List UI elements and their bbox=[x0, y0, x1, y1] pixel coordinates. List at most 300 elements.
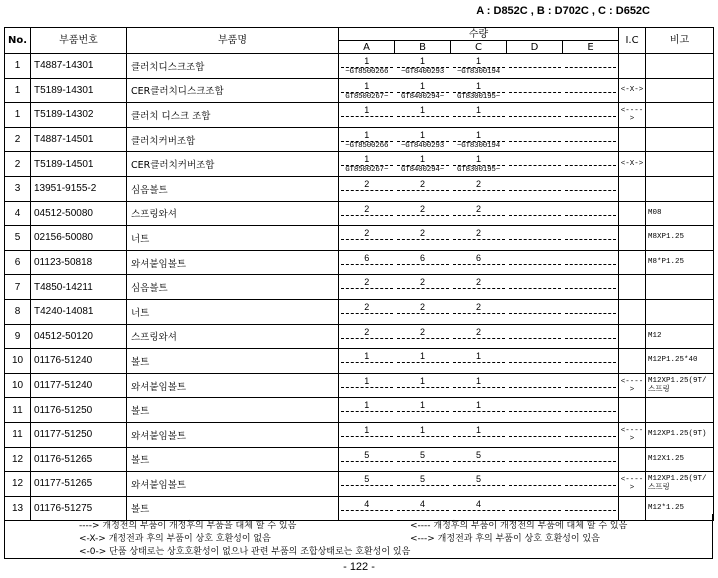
qty-value: 5 bbox=[475, 449, 481, 460]
qty-cell bbox=[451, 103, 507, 128]
qty-cell bbox=[507, 349, 563, 374]
qty-cell bbox=[507, 250, 563, 275]
qty-value: 1 bbox=[419, 56, 425, 66]
part-number: 01176-51250 bbox=[31, 398, 127, 423]
qty-cell bbox=[563, 398, 619, 423]
qty-cell bbox=[395, 250, 451, 275]
row-number: 1 bbox=[5, 54, 31, 79]
qty-value: 1 bbox=[419, 424, 425, 435]
table-row bbox=[5, 78, 714, 103]
interchangeability-code bbox=[619, 176, 646, 201]
qty-value: 1 bbox=[419, 400, 425, 411]
qty-cell bbox=[339, 422, 395, 447]
qty-value: 2 bbox=[475, 326, 481, 337]
qty-value: 1 bbox=[419, 351, 425, 362]
qty-cell bbox=[507, 373, 563, 398]
part-number: 01176-51240 bbox=[31, 349, 127, 374]
part-name: 와셔붙임볼트 bbox=[127, 472, 339, 497]
qty-cell bbox=[451, 422, 507, 447]
qty-dash-line bbox=[565, 362, 617, 363]
row-number: 10 bbox=[5, 373, 31, 398]
qty-cell bbox=[507, 299, 563, 324]
qty-cell bbox=[339, 472, 395, 497]
row-number: 12 bbox=[5, 472, 31, 497]
qty-dash-line bbox=[565, 264, 617, 265]
qty-cell bbox=[563, 275, 619, 300]
qty-value: 5 bbox=[419, 449, 425, 460]
qty-value: 5 bbox=[364, 449, 370, 460]
part-number: 01123-50818 bbox=[31, 250, 127, 275]
qty-cell bbox=[339, 127, 395, 152]
part-name: 와셔붙임볼트 bbox=[127, 422, 339, 447]
qty-dash-line bbox=[397, 461, 449, 462]
header-no: No. bbox=[5, 28, 31, 54]
qty-dash-line bbox=[565, 485, 617, 486]
part-number: T5189-14302 bbox=[31, 103, 127, 128]
qty-dash-line bbox=[397, 485, 449, 486]
qty-cell bbox=[451, 250, 507, 275]
row-number: 11 bbox=[5, 398, 31, 423]
legend-backward: <---- 개정후의 부품이 개정전의 부품에 대체 할 수 있음 bbox=[410, 521, 628, 531]
table-row bbox=[5, 373, 714, 398]
qty-dash-line bbox=[397, 264, 449, 265]
qty-dash-line bbox=[341, 313, 393, 314]
remarks bbox=[646, 152, 714, 177]
part-name: 스프링와셔 bbox=[127, 201, 339, 226]
remarks bbox=[646, 176, 714, 201]
qty-cell bbox=[339, 398, 395, 423]
qty-cell bbox=[507, 226, 563, 251]
qty-value: 1 bbox=[475, 105, 481, 116]
part-number: 02156-50080 bbox=[31, 226, 127, 251]
part-name: CER클러치커버조합 bbox=[127, 152, 339, 177]
qty-dash-line bbox=[509, 264, 561, 265]
table-row bbox=[5, 103, 714, 128]
qty-cell bbox=[563, 226, 619, 251]
qty-cell bbox=[563, 152, 619, 177]
qty-dash-line bbox=[509, 215, 561, 216]
row-number: 12 bbox=[5, 447, 31, 472]
qty-cell bbox=[507, 127, 563, 152]
qty-value: 2 bbox=[364, 326, 370, 337]
serial-range: GT8300195~ bbox=[456, 92, 500, 101]
qty-value: 2 bbox=[419, 277, 425, 288]
qty-cell bbox=[451, 299, 507, 324]
qty-cell bbox=[395, 127, 451, 152]
qty-cell bbox=[339, 103, 395, 128]
qty-value: 1 bbox=[475, 80, 481, 91]
legend-box bbox=[4, 514, 713, 559]
qty-cell bbox=[563, 447, 619, 472]
qty-cell bbox=[339, 176, 395, 201]
serial-range: ~GT8300194 bbox=[456, 141, 500, 150]
qty-value: 1 bbox=[419, 80, 425, 91]
qty-cell bbox=[563, 176, 619, 201]
remarks bbox=[646, 127, 714, 152]
qty-value: 1 bbox=[475, 375, 481, 386]
remarks bbox=[646, 299, 714, 324]
qty-cell bbox=[563, 299, 619, 324]
qty-cell bbox=[507, 398, 563, 423]
qty-cell bbox=[563, 472, 619, 497]
qty-cell bbox=[451, 349, 507, 374]
part-name: 심음볼트 bbox=[127, 275, 339, 300]
remarks bbox=[646, 54, 714, 79]
qty-value: 1 bbox=[364, 400, 370, 411]
qty-cell bbox=[395, 78, 451, 103]
part-number: T5189-14301 bbox=[31, 78, 127, 103]
row-number: 1 bbox=[5, 103, 31, 128]
qty-dash-line bbox=[397, 215, 449, 216]
qty-cell bbox=[395, 152, 451, 177]
qty-value: 2 bbox=[419, 301, 425, 312]
qty-dash-line bbox=[397, 436, 449, 437]
qty-value: 2 bbox=[364, 277, 370, 288]
qty-dash-line bbox=[341, 510, 393, 511]
qty-cell bbox=[339, 349, 395, 374]
qty-value: 1 bbox=[419, 129, 425, 140]
qty-cell bbox=[395, 299, 451, 324]
qty-dash-line bbox=[565, 461, 617, 462]
qty-dash-line bbox=[341, 239, 393, 240]
qty-cell bbox=[339, 152, 395, 177]
qty-value: 1 bbox=[364, 105, 370, 116]
table-row bbox=[5, 398, 714, 423]
qty-dash-line bbox=[565, 67, 617, 68]
header-col-c: C bbox=[451, 41, 507, 54]
qty-value: 5 bbox=[419, 474, 425, 485]
interchangeability-code bbox=[619, 324, 646, 349]
qty-cell bbox=[507, 447, 563, 472]
qty-dash-line bbox=[341, 461, 393, 462]
qty-cell bbox=[395, 324, 451, 349]
qty-cell bbox=[507, 54, 563, 79]
qty-dash-line bbox=[565, 510, 617, 511]
qty-cell bbox=[395, 398, 451, 423]
remarks bbox=[646, 398, 714, 423]
qty-dash-line bbox=[509, 116, 561, 117]
interchangeability-code bbox=[619, 349, 646, 374]
qty-value: 2 bbox=[419, 228, 425, 239]
interchangeability-code bbox=[619, 447, 646, 472]
serial-range: ~GT8400293 bbox=[400, 141, 444, 150]
row-number: 8 bbox=[5, 299, 31, 324]
qty-dash-line bbox=[509, 239, 561, 240]
row-number: 2 bbox=[5, 127, 31, 152]
interchangeability-code: <----> bbox=[619, 472, 646, 497]
interchangeability-code bbox=[619, 299, 646, 324]
qty-cell bbox=[507, 152, 563, 177]
qty-dash-line bbox=[341, 338, 393, 339]
part-number: 01176-51275 bbox=[31, 496, 127, 521]
qty-value: 1 bbox=[475, 154, 481, 165]
qty-cell bbox=[395, 226, 451, 251]
header-col-d: D bbox=[507, 41, 563, 54]
qty-dash-line bbox=[509, 165, 561, 166]
qty-value: 5 bbox=[364, 474, 370, 485]
qty-cell bbox=[507, 103, 563, 128]
part-number: T4240-14081 bbox=[31, 299, 127, 324]
part-number: T4850-14211 bbox=[31, 275, 127, 300]
remarks: M12XP1.25(9T/스프링 bbox=[646, 472, 714, 497]
qty-value: 1 bbox=[364, 80, 370, 91]
qty-cell bbox=[339, 201, 395, 226]
qty-dash-line bbox=[565, 239, 617, 240]
qty-dash-line bbox=[453, 215, 505, 216]
qty-dash-line bbox=[341, 215, 393, 216]
qty-cell bbox=[563, 103, 619, 128]
part-name: 너트 bbox=[127, 299, 339, 324]
header-part-no: 부품번호 bbox=[31, 28, 127, 54]
serial-range: GT8500267~ bbox=[345, 92, 389, 101]
table-row bbox=[5, 176, 714, 201]
part-number: 04512-50080 bbox=[31, 201, 127, 226]
row-number: 13 bbox=[5, 496, 31, 521]
qty-value: 1 bbox=[364, 375, 370, 386]
qty-cell bbox=[339, 373, 395, 398]
table-row bbox=[5, 201, 714, 226]
interchangeability-code bbox=[619, 201, 646, 226]
qty-cell bbox=[339, 250, 395, 275]
row-number: 3 bbox=[5, 176, 31, 201]
part-name: 볼트 bbox=[127, 447, 339, 472]
part-name: 너트 bbox=[127, 226, 339, 251]
qty-dash-line bbox=[565, 313, 617, 314]
qty-value: 2 bbox=[475, 277, 481, 288]
qty-cell bbox=[507, 324, 563, 349]
qty-cell bbox=[507, 78, 563, 103]
qty-cell bbox=[451, 373, 507, 398]
header-col-b: B bbox=[395, 41, 451, 54]
header-ic: I.C bbox=[619, 28, 646, 54]
qty-cell bbox=[507, 472, 563, 497]
serial-range: GT8400294~ bbox=[400, 166, 444, 175]
remarks bbox=[646, 275, 714, 300]
qty-dash-line bbox=[397, 338, 449, 339]
qty-cell bbox=[395, 472, 451, 497]
qty-dash-line bbox=[509, 67, 561, 68]
remarks bbox=[646, 103, 714, 128]
qty-cell bbox=[395, 275, 451, 300]
qty-cell bbox=[451, 472, 507, 497]
part-name: 클러치커버조합 bbox=[127, 127, 339, 152]
qty-cell bbox=[339, 324, 395, 349]
qty-value: 1 bbox=[475, 351, 481, 362]
qty-value: 4 bbox=[475, 498, 481, 509]
part-number: 01177-51250 bbox=[31, 422, 127, 447]
table-row bbox=[5, 250, 714, 275]
qty-value: 1 bbox=[364, 129, 370, 140]
qty-cell bbox=[563, 201, 619, 226]
interchangeability-code: <-X-> bbox=[619, 152, 646, 177]
legend-not-compatible: <-X-> 개정전과 후의 부품이 상호 호환성이 없음 bbox=[79, 534, 271, 544]
qty-cell bbox=[563, 373, 619, 398]
qty-cell bbox=[451, 54, 507, 79]
qty-cell bbox=[451, 127, 507, 152]
qty-dash-line bbox=[397, 313, 449, 314]
header-col-a: A bbox=[339, 41, 395, 54]
qty-cell bbox=[395, 54, 451, 79]
qty-cell bbox=[507, 275, 563, 300]
serial-range: ~GT8500266 bbox=[345, 141, 389, 150]
qty-dash-line bbox=[509, 362, 561, 363]
interchangeability-code bbox=[619, 226, 646, 251]
qty-dash-line bbox=[453, 411, 505, 412]
row-number: 7 bbox=[5, 275, 31, 300]
part-number: 04512-50120 bbox=[31, 324, 127, 349]
serial-range: ~GT8500266 bbox=[345, 68, 389, 76]
part-name: 클러치 디스크 조합 bbox=[127, 103, 339, 128]
qty-value: 1 bbox=[475, 129, 481, 140]
qty-cell bbox=[451, 152, 507, 177]
qty-cell bbox=[395, 373, 451, 398]
remarks bbox=[646, 78, 714, 103]
interchangeability-code: <-X-> bbox=[619, 78, 646, 103]
qty-dash-line bbox=[341, 436, 393, 437]
header-col-e: E bbox=[563, 41, 619, 54]
row-number: 1 bbox=[5, 78, 31, 103]
qty-dash-line bbox=[565, 92, 617, 93]
interchangeability-code: <----> bbox=[619, 103, 646, 128]
qty-dash-line bbox=[341, 411, 393, 412]
table-row bbox=[5, 349, 714, 374]
qty-dash-line bbox=[453, 362, 505, 363]
row-number: 4 bbox=[5, 201, 31, 226]
table-row bbox=[5, 472, 714, 497]
qty-dash-line bbox=[453, 387, 505, 388]
qty-dash-line bbox=[565, 141, 617, 142]
qty-dash-line bbox=[397, 190, 449, 191]
qty-value: 2 bbox=[419, 178, 425, 189]
qty-value: 1 bbox=[475, 424, 481, 435]
remarks: M8XP1.25 bbox=[646, 226, 714, 251]
serial-range: ~GT8400293 bbox=[400, 68, 444, 76]
qty-cell bbox=[563, 78, 619, 103]
remarks: M08 bbox=[646, 201, 714, 226]
qty-cell bbox=[395, 447, 451, 472]
legend-assembly-compatible: <-0-> 단품 상태로는 상호호환성이 없으나 관련 부품의 조합상태로는 호환성이 있음 bbox=[79, 547, 411, 557]
header-remarks: 비고 bbox=[646, 28, 714, 54]
qty-dash-line bbox=[509, 461, 561, 462]
qty-dash-line bbox=[565, 190, 617, 191]
qty-cell bbox=[339, 299, 395, 324]
qty-dash-line bbox=[509, 288, 561, 289]
qty-cell bbox=[339, 54, 395, 79]
part-number: 13951-9155-2 bbox=[31, 176, 127, 201]
remarks: M12P1.25*40 bbox=[646, 349, 714, 374]
qty-dash-line bbox=[341, 387, 393, 388]
qty-value: 5 bbox=[475, 474, 481, 485]
qty-dash-line bbox=[565, 411, 617, 412]
qty-dash-line bbox=[509, 510, 561, 511]
remarks: M12 bbox=[646, 324, 714, 349]
interchangeability-code: <----> bbox=[619, 422, 646, 447]
qty-dash-line bbox=[509, 190, 561, 191]
header-part-name: 부품명 bbox=[127, 28, 339, 54]
part-number: T4887-14501 bbox=[31, 127, 127, 152]
part-number: 01177-51240 bbox=[31, 373, 127, 398]
qty-cell bbox=[395, 422, 451, 447]
qty-dash-line bbox=[397, 288, 449, 289]
qty-dash-line bbox=[397, 510, 449, 511]
remarks: M12X1.25 bbox=[646, 447, 714, 472]
interchangeability-code bbox=[619, 250, 646, 275]
qty-cell bbox=[563, 324, 619, 349]
qty-cell bbox=[395, 201, 451, 226]
qty-dash-line bbox=[509, 141, 561, 142]
qty-dash-line bbox=[565, 338, 617, 339]
table-row bbox=[5, 127, 714, 152]
qty-cell bbox=[507, 422, 563, 447]
qty-cell bbox=[563, 349, 619, 374]
interchangeability-code bbox=[619, 398, 646, 423]
qty-cell bbox=[451, 226, 507, 251]
row-number: 2 bbox=[5, 152, 31, 177]
serial-range: GT8300195~ bbox=[456, 166, 500, 175]
qty-value: 2 bbox=[364, 228, 370, 239]
qty-dash-line bbox=[565, 215, 617, 216]
qty-value: 1 bbox=[419, 105, 425, 116]
row-number: 9 bbox=[5, 324, 31, 349]
qty-dash-line bbox=[341, 116, 393, 117]
table-row bbox=[5, 324, 714, 349]
qty-dash-line bbox=[341, 264, 393, 265]
qty-dash-line bbox=[341, 362, 393, 363]
qty-dash-line bbox=[397, 362, 449, 363]
part-number: T4887-14301 bbox=[31, 54, 127, 79]
qty-dash-line bbox=[565, 288, 617, 289]
model-legend: A : D852C , B : D702C , C : D652C bbox=[476, 5, 650, 17]
serial-range: GT8500267~ bbox=[345, 166, 389, 175]
remarks: M12*1.25 bbox=[646, 496, 714, 521]
part-name: 볼트 bbox=[127, 496, 339, 521]
part-number: T5189-14501 bbox=[31, 152, 127, 177]
remarks: M12XP1.25(9T) bbox=[646, 422, 714, 447]
qty-cell bbox=[563, 422, 619, 447]
row-number: 5 bbox=[5, 226, 31, 251]
qty-dash-line bbox=[453, 116, 505, 117]
part-name: 클러치디스크조합 bbox=[127, 54, 339, 79]
qty-dash-line bbox=[453, 338, 505, 339]
table-row bbox=[5, 152, 714, 177]
parts-table bbox=[4, 27, 714, 521]
qty-dash-line bbox=[453, 436, 505, 437]
qty-cell bbox=[563, 127, 619, 152]
qty-value: 6 bbox=[475, 252, 481, 263]
table-row bbox=[5, 275, 714, 300]
table-row bbox=[5, 447, 714, 472]
part-name: 스프링와셔 bbox=[127, 324, 339, 349]
qty-cell bbox=[395, 176, 451, 201]
header-quantity: 수량 bbox=[339, 28, 619, 41]
qty-cell bbox=[507, 176, 563, 201]
qty-cell bbox=[451, 201, 507, 226]
qty-dash-line bbox=[341, 288, 393, 289]
part-name: 와셔붙임볼트 bbox=[127, 250, 339, 275]
interchangeability-code bbox=[619, 54, 646, 79]
qty-dash-line bbox=[397, 239, 449, 240]
qty-cell bbox=[563, 250, 619, 275]
qty-dash-line bbox=[397, 411, 449, 412]
qty-dash-line bbox=[341, 190, 393, 191]
qty-dash-line bbox=[453, 288, 505, 289]
qty-value: 4 bbox=[419, 498, 425, 509]
serial-range: GT8400294~ bbox=[400, 92, 444, 101]
qty-value: 2 bbox=[364, 301, 370, 312]
qty-cell bbox=[451, 176, 507, 201]
qty-dash-line bbox=[509, 387, 561, 388]
qty-cell bbox=[395, 349, 451, 374]
